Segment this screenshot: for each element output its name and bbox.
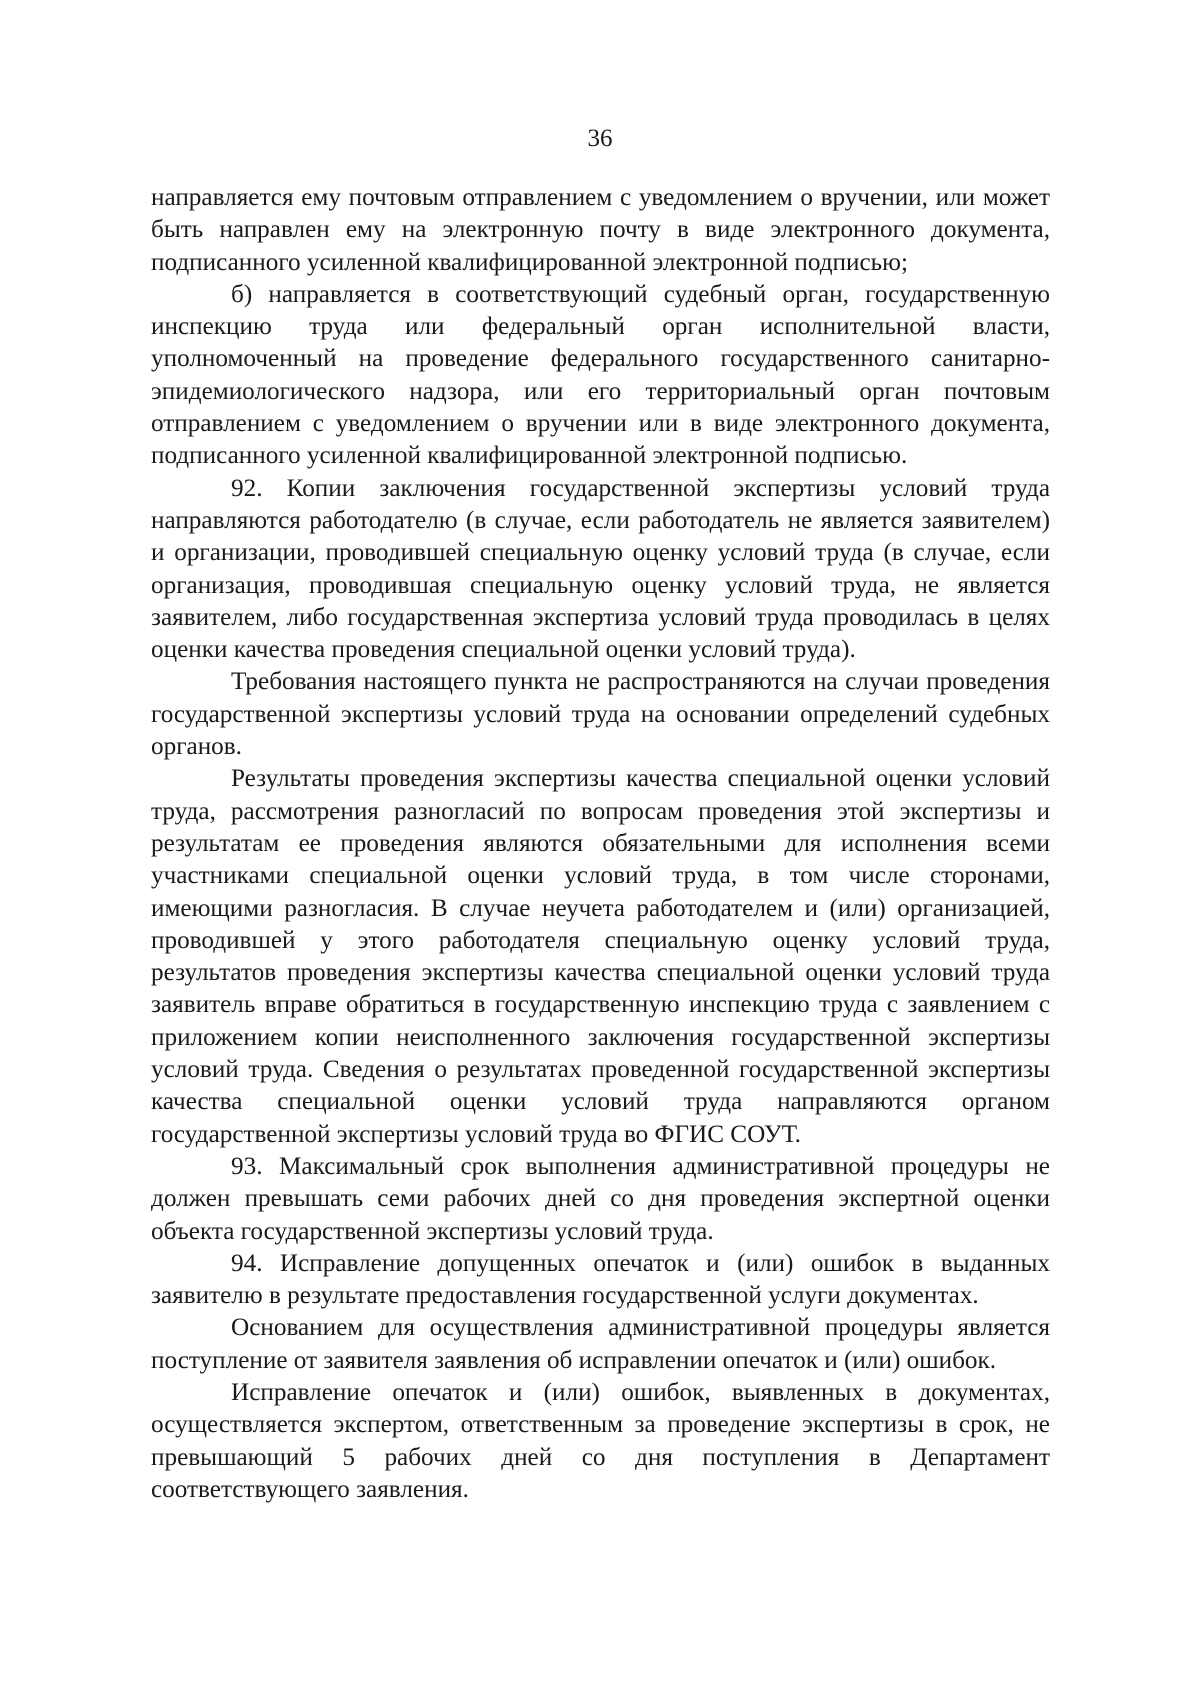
paragraph-expertise-results: Результаты проведения экспертизы качества специальной оценки условий труда, рассмотрения разногласий по вопросам проведения этой экспертизы и результатам ее проведения являются обязательными для исполнения всеми участниками специальной оценки условий труда, в том числе сторонами, имеющими разногласия. В случае неучета работодателем и (или) организацией, проводившей у этого работодателя специальную оценку условий труда, результатов проведения экспертизы качества специальной оценки условий труда заявитель вправе обратиться в государственную инспекцию труда с заявлением с приложением копии неисполненного заключения государственной экспертизы условий труда. Сведения о результатах проведенной государственной экспертизы качества специальной оценки условий труда направляются органом государственной экспертизы условий труда во ФГИС СОУТ. <box>151 765 1050 1148</box>
paragraph-item-93: 93. Максимальный срок выполнения административной процедуры не должен превышать семи рабочих дней со дня проведения экспертной оценки объекта государственной экспертизы условий труда. <box>151 1152 1050 1245</box>
page-number: 36 <box>587 125 613 152</box>
paragraph-subitem-b: б) направляется в соответствующий судебный орган, государственную инспекцию труда или федеральный орган исполнительной власти, уполномоченный на проведение федерального государственного санитарно-эпидемиологического надзора, или его территориальный орган почтовым отправлением с уведомлением о вручении или в виде электронного документа, подписанного усиленной квалифицированной электронной подписью. <box>151 280 1050 470</box>
paragraph-correction: Исправление опечаток и (или) ошибок, выявленных в документах, осуществляется экспертом, ответственным за проведение экспертизы в срок, не превышающий 5 рабочих дней со дня поступления в Департамент соответствующего заявления. <box>151 1378 1050 1503</box>
document-body <box>151 182 1050 1506</box>
paragraph-requirements-exception: Требования настоящего пункта не распространяются на случаи проведения государственной экспертизы условий труда на основании определений судебных органов. <box>151 668 1050 761</box>
paragraph-item-94: 94. Исправление допущенных опечаток и (или) ошибок в выданных заявителю в результате предоставления государственной услуги документах. <box>151 1249 1050 1310</box>
paragraph-continuation: направляется ему почтовым отправлением с уведомлением о вручении, или может быть направлен ему на электронную почту в виде электронного документа, подписанного усиленной квалифицированной электронной подписью; <box>151 184 1050 276</box>
paragraph-grounds: Основанием для осуществления административной процедуры является поступление от заявителя заявления об исправлении опечаток и (или) ошибок. <box>151 1314 1050 1374</box>
paragraph-item-92: 92. Копии заключения государственной экспертизы условий труда направляются работодателю (в случае, если работодатель не является заявителем) и организации, проводившей специальную оценку условий труда (в случае, если организация, проводившая специальную оценку условий труда, не является заявителем, либо государственная экспертиза условий труда проводилась в целях оценки качества проведения специальной оценки условий труда). <box>151 474 1050 664</box>
